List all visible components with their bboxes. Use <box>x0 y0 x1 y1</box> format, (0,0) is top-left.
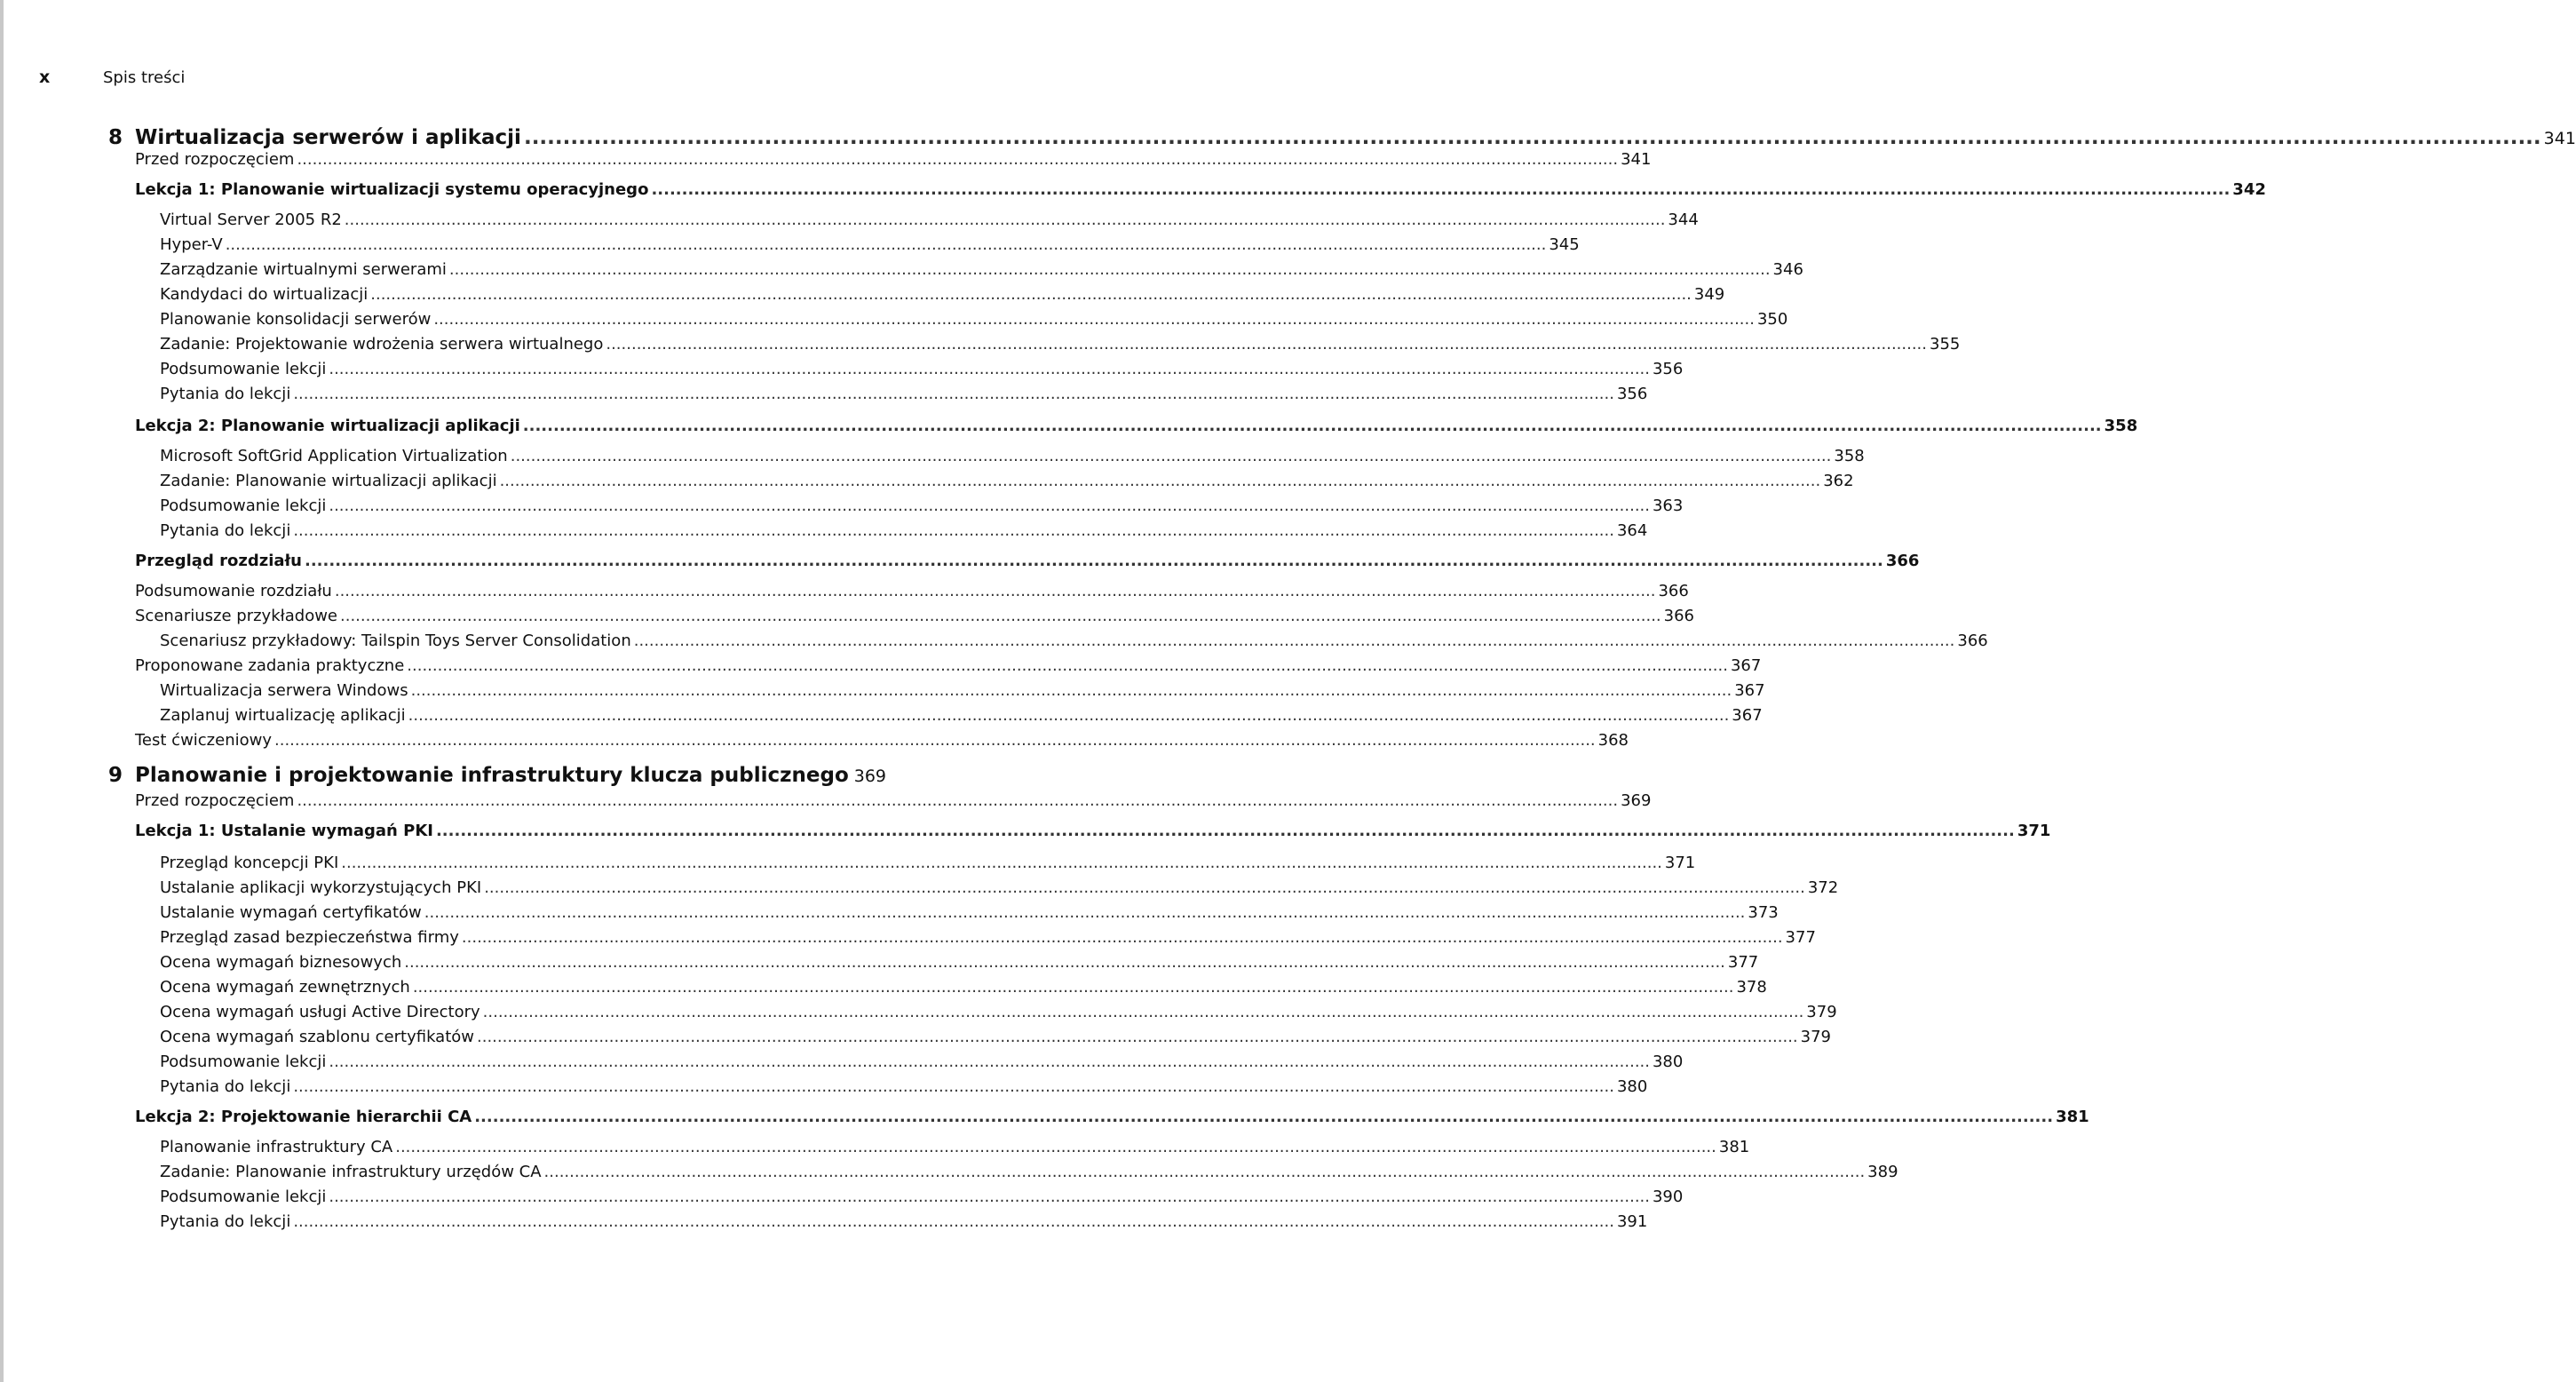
dot-leader <box>433 307 1755 332</box>
dot-leader <box>484 876 1805 901</box>
toc-entry[interactable] <box>0 1135 1750 1160</box>
dot-leader <box>329 357 1650 382</box>
toc-entry-title: Planowanie konsolidacji serwerów <box>160 310 432 329</box>
dot-leader <box>293 519 1614 544</box>
toc-entry[interactable] <box>0 382 1648 407</box>
toc-entry-page: 345 <box>1549 235 1580 254</box>
toc-entry[interactable] <box>0 282 1725 307</box>
toc-entry-title: Test ćwiczeniowy <box>135 731 273 750</box>
dot-leader <box>411 679 1732 703</box>
toc-chapter-entry[interactable] <box>0 760 887 790</box>
dot-leader <box>335 579 1656 604</box>
toc-entry-title: Przegląd rozdziału <box>135 552 302 570</box>
dot-leader <box>523 414 2102 439</box>
toc-entry[interactable] <box>0 414 2138 439</box>
toc-entry-page: 377 <box>1727 953 1759 972</box>
dot-leader <box>297 147 1618 172</box>
dot-leader <box>274 728 1596 753</box>
toc-entry-title: Planowanie i projektowanie infrastruktury klucza publicznego <box>135 764 849 787</box>
toc-entry-page: 355 <box>1930 335 1961 353</box>
toc-entry-page: 362 <box>1823 472 1854 490</box>
dot-leader <box>474 1105 2053 1130</box>
toc-entry-title: Planowanie infrastruktury CA <box>160 1138 393 1156</box>
toc-entry[interactable] <box>0 494 1684 519</box>
toc-entry[interactable] <box>0 789 1652 814</box>
dot-leader <box>606 332 1927 357</box>
dot-leader <box>477 1025 1798 1050</box>
toc-entry[interactable] <box>0 469 1854 494</box>
toc-entry-title: Ocena wymagań usługi Active Directory <box>160 1003 480 1021</box>
toc-entry[interactable] <box>0 975 1767 1000</box>
toc-entry-page: 367 <box>1730 656 1762 675</box>
toc-entry[interactable] <box>0 851 1696 876</box>
toc-entry[interactable] <box>0 654 1762 679</box>
dot-leader <box>424 901 1746 925</box>
toc-entry-title: Ustalanie wymagań certyfikatów <box>160 903 422 922</box>
dot-leader <box>544 1160 1866 1185</box>
toc-entry-title: Zadanie: Projektowanie wdrożenia serwera wirtualnego <box>160 335 604 353</box>
toc-entry-page: 389 <box>1867 1163 1898 1181</box>
toc-entry-page: 366 <box>1663 607 1694 625</box>
dot-leader <box>634 629 1955 654</box>
toc-entry-title: Ocena wymagań zewnętrznych <box>160 978 410 997</box>
dot-leader <box>226 233 1547 258</box>
toc-entry-page: 368 <box>1597 731 1629 750</box>
toc-entry[interactable] <box>0 728 1629 753</box>
dot-leader <box>436 819 2015 844</box>
toc-entry-title: Proponowane zadania praktyczne <box>135 656 405 675</box>
toc-entry[interactable] <box>0 178 2266 203</box>
dot-leader <box>404 950 1725 975</box>
toc-entry-title: Ustalanie aplikacji wykorzystujących PKI <box>160 878 482 897</box>
toc-entry-page: 356 <box>1652 360 1684 378</box>
toc-entry-page: 369 <box>1621 791 1652 810</box>
toc-entry-page: 377 <box>1785 928 1816 947</box>
toc-entry-title: Lekcja 2: Planowanie wirtualizacji aplikacji <box>135 417 520 435</box>
toc-entry-page: 379 <box>1800 1028 1832 1046</box>
dot-leader <box>329 1050 1650 1075</box>
toc-entry[interactable] <box>0 233 1580 258</box>
toc-entry[interactable] <box>0 549 1920 574</box>
dot-leader <box>329 1185 1650 1210</box>
toc-entry-title: Przegląd zasad bezpieczeństwa firmy <box>160 928 459 947</box>
dot-leader <box>651 178 2230 203</box>
toc-entry-title: Podsumowanie lekcji <box>160 1187 327 1206</box>
toc-entry-title: Przegląd koncepcji PKI <box>160 854 339 872</box>
page-number: x <box>39 68 51 87</box>
toc-entry-title: Hyper-V <box>160 235 223 254</box>
toc-entry-title: Lekcja 1: Planowanie wirtualizacji systemu operacyjnego <box>135 180 649 199</box>
page-header <box>39 64 852 91</box>
toc-entry-page: 344 <box>1668 210 1699 229</box>
toc-entry-title: Zaplanuj wirtualizację aplikacji <box>160 706 406 725</box>
dot-leader <box>305 549 1883 574</box>
toc-entry[interactable] <box>0 357 1684 382</box>
toc-entry-title: Zadanie: Planowanie wirtualizacji aplikacji <box>160 472 497 490</box>
toc-entry[interactable] <box>0 1000 1837 1025</box>
toc-entry[interactable] <box>0 604 1694 629</box>
toc-entry-title: Lekcja 1: Ustalanie wymagań PKI <box>135 822 433 840</box>
toc-entry[interactable] <box>0 1185 1684 1210</box>
toc-entry-page: 380 <box>1616 1077 1648 1096</box>
dot-leader <box>293 1210 1614 1235</box>
toc-entry[interactable] <box>0 444 1865 469</box>
toc-entry[interactable] <box>0 1105 2089 1130</box>
toc-entry-page: 367 <box>1732 706 1763 725</box>
toc-entry[interactable] <box>0 679 1765 703</box>
toc-entry-title: Pytania do lekcji <box>160 1212 291 1231</box>
toc-entry-page: 366 <box>1658 582 1689 600</box>
toc-entry-title: Pytania do lekcji <box>160 521 291 540</box>
toc-entry-page: 391 <box>1616 1212 1648 1231</box>
dot-leader <box>297 789 1618 814</box>
dot-leader <box>511 444 1832 469</box>
toc-entry-title: Ocena wymagań biznesowych <box>160 953 402 972</box>
toc-entry-page: 379 <box>1806 1003 1837 1021</box>
toc-entry[interactable] <box>0 332 1961 357</box>
toc-entry-title: Przed rozpoczęciem <box>135 791 295 810</box>
toc-entry[interactable] <box>0 258 1803 282</box>
dot-leader <box>340 604 1661 629</box>
toc-entry[interactable] <box>0 901 1779 925</box>
toc-entry-page: 373 <box>1748 903 1779 922</box>
toc-entry[interactable] <box>0 819 2051 844</box>
toc-entry-page: 369 <box>853 766 887 786</box>
dot-leader <box>462 925 1783 950</box>
toc-entry[interactable] <box>0 1075 1648 1100</box>
toc-entry[interactable] <box>0 307 1788 332</box>
toc-entry-page: 358 <box>1834 447 1865 465</box>
toc-entry-page: 342 <box>2232 180 2266 199</box>
dot-leader <box>341 851 1662 876</box>
toc-entry-page: 346 <box>1772 260 1803 279</box>
toc-entry-title: Podsumowanie lekcji <box>160 360 327 378</box>
toc-entry[interactable] <box>0 1160 1898 1185</box>
toc-entry[interactable] <box>0 519 1648 544</box>
toc-entry-title: Scenariusz przykładowy: Tailspin Toys Server Consolidation <box>160 631 631 650</box>
toc-entry-page: 364 <box>1616 521 1648 540</box>
toc-entry-title: Microsoft SoftGrid Application Virtualization <box>160 447 508 465</box>
toc-entry-page: 350 <box>1756 310 1788 329</box>
toc-entry-page: 381 <box>1718 1138 1750 1156</box>
toc-entry-page: 349 <box>1693 285 1725 304</box>
toc-entry[interactable] <box>0 1050 1684 1075</box>
dot-leader <box>413 975 1734 1000</box>
toc-entry-title: Podsumowanie lekcji <box>160 496 327 515</box>
toc-entry-title: Zadanie: Planowanie infrastruktury urzędów CA <box>160 1163 542 1181</box>
toc-entry-page: 367 <box>1734 681 1765 700</box>
toc-entry[interactable] <box>0 950 1759 975</box>
toc-entry-page: 378 <box>1736 978 1767 997</box>
toc-entry-page: 372 <box>1807 878 1839 897</box>
toc-entry-page: 381 <box>2056 1108 2089 1126</box>
toc-entry-page: 341 <box>1621 150 1652 169</box>
dot-leader <box>408 703 1730 728</box>
dot-leader <box>449 258 1771 282</box>
dot-leader <box>407 654 1728 679</box>
toc-entry-title: Przed rozpoczęciem <box>135 150 295 169</box>
toc-entry[interactable] <box>0 925 1816 950</box>
toc-entry-page: 356 <box>1616 385 1648 403</box>
toc-entry[interactable] <box>0 1025 1832 1050</box>
toc-entry-title: Wirtualizacja serwera Windows <box>160 681 408 700</box>
dot-leader <box>345 208 1666 233</box>
toc-entry-title: Ocena wymagań szablonu certyfikatów <box>160 1028 475 1046</box>
dot-leader <box>293 382 1614 407</box>
toc-entry-title: Scenariusze przykładowe <box>135 607 337 625</box>
dot-leader <box>483 1000 1804 1025</box>
toc-entry-title: Pytania do lekcji <box>160 385 291 403</box>
toc-entry[interactable] <box>0 876 1839 901</box>
dot-leader <box>370 282 1692 307</box>
toc-entry-title: Podsumowanie lekcji <box>160 1052 327 1071</box>
dot-leader <box>293 1075 1614 1100</box>
toc-entry[interactable] <box>0 147 1652 172</box>
toc-entry-title: Kandydaci do wirtualizacji <box>160 285 369 304</box>
toc-entry-page: 363 <box>1652 496 1684 515</box>
toc-entry-page: 341 <box>2543 129 2576 148</box>
dot-leader <box>395 1135 1716 1160</box>
toc-entry[interactable] <box>0 208 1699 233</box>
dot-leader <box>500 469 1821 494</box>
toc-entry-page: 358 <box>2104 417 2138 435</box>
toc-entry-page: 366 <box>1885 552 1920 570</box>
toc-entry-page: 380 <box>1652 1052 1684 1071</box>
toc-entry-page: 371 <box>2017 822 2051 840</box>
toc-entry-title: Virtual Server 2005 R2 <box>160 210 342 229</box>
chapter-number: 8 <box>108 126 123 149</box>
chapter-number: 9 <box>108 764 123 787</box>
toc-entry-title: Zarządzanie wirtualnymi serwerami <box>160 260 447 279</box>
toc-entry[interactable] <box>0 1210 1648 1235</box>
toc-entry-page: 371 <box>1664 854 1696 872</box>
toc-entry-page: 366 <box>1957 631 1988 650</box>
toc-entry-title: Wirtualizacja serwerów i aplikacji <box>135 126 521 149</box>
toc-entry[interactable] <box>0 703 1763 728</box>
toc-entry[interactable] <box>0 579 1689 604</box>
running-title: Spis treści <box>103 68 186 87</box>
toc-entry-title: Lekcja 2: Projektowanie hierarchii CA <box>135 1108 472 1126</box>
toc-entry-title: Podsumowanie rozdziału <box>135 582 332 600</box>
toc-entry-title: Pytania do lekcji <box>160 1077 291 1096</box>
toc-entry-page: 390 <box>1652 1187 1684 1206</box>
dot-leader <box>329 494 1650 519</box>
toc-entry[interactable] <box>0 629 1988 654</box>
